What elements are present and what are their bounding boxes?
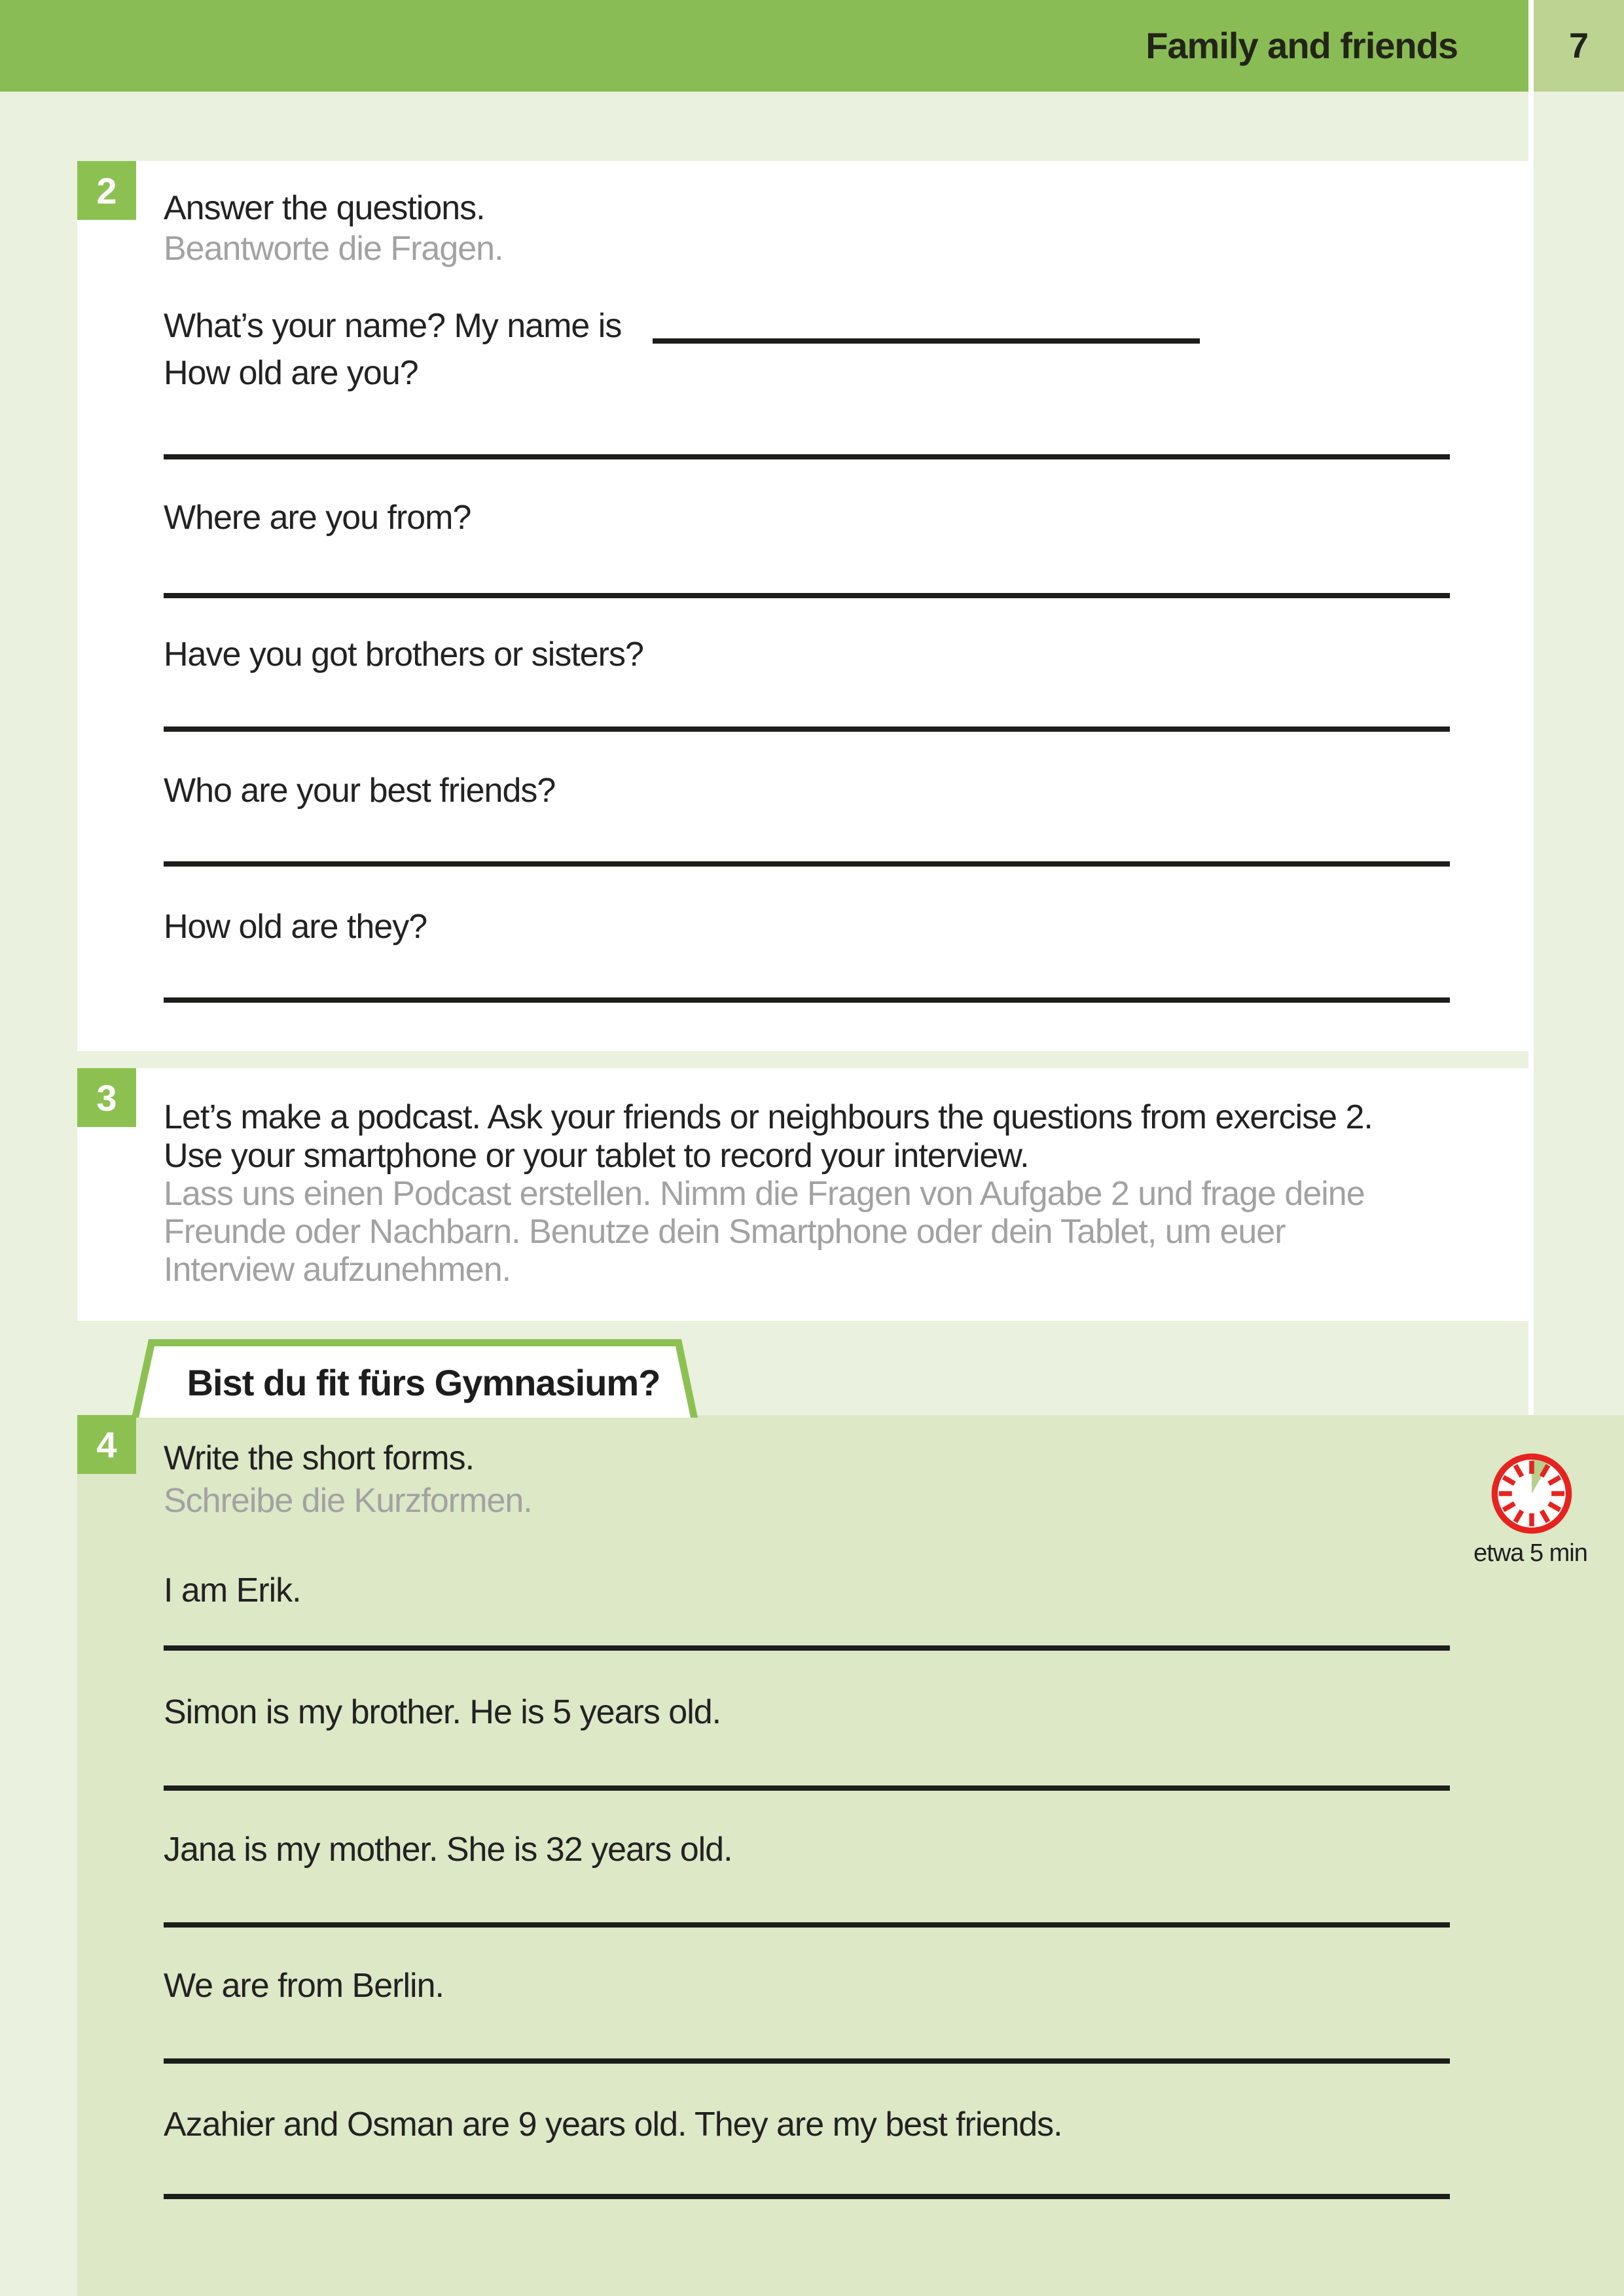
sentence-text: Azahier and Osman are 9 years old. They are my best friends. (164, 2106, 1062, 2144)
exercise-3-number: 3 (96, 1077, 117, 1119)
answer-line (164, 1922, 1450, 1928)
sentence-text: We are from Berlin. (164, 1967, 444, 2005)
exercise-4-instruction-en: Write the short forms. (164, 1439, 475, 1477)
answer-line (164, 997, 1450, 1003)
question-text: What’s your name? My name is (164, 307, 622, 345)
exercise-3-number-badge (77, 1068, 136, 1127)
sentence-text: Jana is my mother. She is 32 years old. (164, 1831, 732, 1869)
exercise-2-number-badge (77, 161, 136, 220)
answer-line (653, 338, 1200, 344)
answer-line (164, 726, 1450, 732)
answer-line (164, 1645, 1450, 1651)
question-text: Have you got brothers or sisters? (164, 636, 643, 673)
exercise-3-instruction-de-line: Freunde oder Nachbarn. Benutze dein Smartphone oder dein Tablet, um euer (164, 1213, 1286, 1251)
question-text: Where are you from? (164, 499, 471, 537)
exercise-2-instruction-en: Answer the questions. (164, 189, 485, 227)
sentence-text: Simon is my brother. He is 5 years old. (164, 1693, 721, 1731)
question-text: How old are they? (164, 908, 427, 946)
question-text: Who are your best friends? (164, 772, 556, 810)
margin-divider (1528, 0, 1534, 1415)
answer-line (164, 593, 1450, 598)
answer-line (164, 454, 1450, 459)
exercise-3-instruction-en-line: Let’s make a podcast. Ask your friends or neighbours the questions from exercise 2. (164, 1098, 1373, 1136)
exercise-3-instruction-en-line: Use your smartphone or your tablet to record your interview. (164, 1137, 1029, 1175)
page-number: 7 (1568, 26, 1589, 65)
exercise-4-number: 4 (96, 1424, 117, 1465)
exercise-4-number-badge (77, 1415, 136, 1474)
exercise-4-instruction-de: Schreibe die Kurzformen. (164, 1482, 532, 1520)
header-bar (0, 0, 1528, 92)
answer-line (164, 2194, 1450, 2199)
question-text: How old are you? (164, 354, 418, 392)
exercise-2-number: 2 (96, 170, 117, 211)
sentence-text: I am Erik. (164, 1571, 301, 1609)
exercise-2-instruction-de: Beantworte die Fragen. (164, 230, 503, 268)
page-title: Family and friends (1146, 25, 1458, 66)
timer-clock-icon (1489, 1450, 1575, 1537)
timer-duration-label: etwa 5 min (1473, 1539, 1587, 1567)
answer-line (164, 861, 1450, 867)
answer-line (164, 2058, 1450, 2064)
exercise-3-instruction-de-line: Lass uns einen Podcast erstellen. Nimm die Fragen von Aufgabe 2 und frage deine (164, 1175, 1365, 1213)
answer-line (164, 1785, 1450, 1791)
page-number-box (1534, 0, 1624, 92)
exercise-3-instruction-de-line: Interview aufzunehmen. (164, 1251, 511, 1289)
banner-title: Bist du fit fürs Gymnasium? (187, 1362, 660, 1403)
